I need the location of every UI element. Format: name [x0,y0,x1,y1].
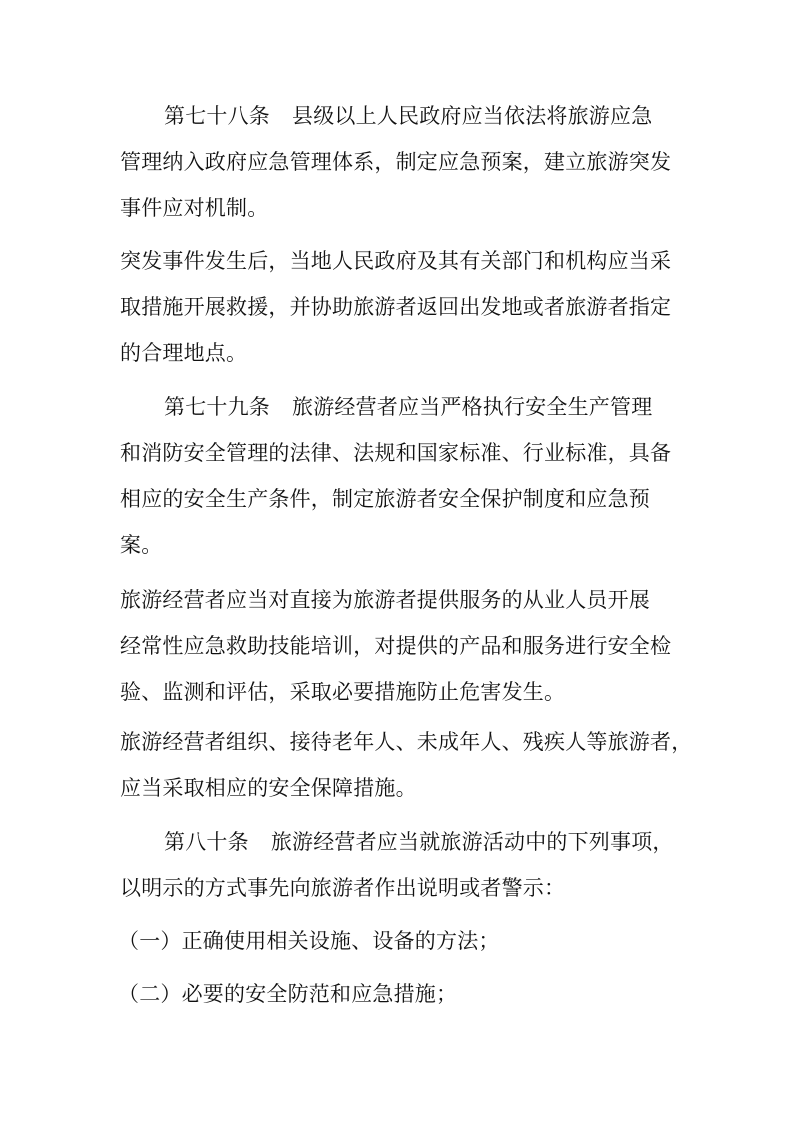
article-78-line-1 [164,101,652,131]
article-80-line-2: 以明示的方式事先向旅游者作出说明或者警示： [120,876,566,900]
article-80-number: 第八十条 [164,830,249,854]
para-79-2-line-3: 验、监测和评估，采取必要措施防止危害发生。 [120,680,566,704]
article-79-line-3: 相应的安全生产条件，制定旅游者安全保护制度和应急预 [120,487,650,511]
article-78-number: 第七十八条 [164,104,270,128]
article-79-line-2: 和消防安全管理的法律、法规和国家标准、行业标准，具备 [120,441,672,465]
para-78-2-line-2: 取措施开展救援，并协助旅游者返回出发地或者旅游者指定 [120,295,672,319]
article-79-text-1: 旅游经营者应当严格执行安全生产管理 [292,395,653,419]
article-78-text-1: 县级以上人民政府应当依法将旅游应急 [292,104,653,128]
list-item-2: （二）必要的安全防范和应急措施； [118,982,458,1006]
para-78-2-line-3: 的合理地点。 [120,341,248,365]
article-80-text-1: 旅游经营者应当就旅游活动中的下列事项， [270,830,674,854]
article-78-line-2: 管理纳入政府应急管理体系，制定应急预案，建立旅游突发 [120,150,672,174]
list-item-1: （一）正确使用相关设施、设备的方法； [118,929,500,953]
article-79-line-1 [164,392,652,422]
article-79-line-4: 案。 [120,533,163,557]
article-80-line-1 [164,827,674,857]
para-79-3-line-2: 应当采取相应的安全保障措施。 [120,776,417,800]
article-78-line-3: 事件应对机制。 [120,196,269,220]
para-79-2-line-1: 旅游经营者应当对直接为旅游者提供服务的从业人员开展 [120,588,650,612]
para-79-3-line-1: 旅游经营者组织、接待老年人、未成年人、残疾人等旅游者， [120,730,693,754]
para-78-2-line-1: 突发事件发生后，当地人民政府及其有关部门和机构应当采 [120,249,672,273]
article-79-number: 第七十九条 [164,395,270,419]
para-79-2-line-2: 经常性应急救助技能培训，对提供的产品和服务进行安全检 [120,634,672,658]
